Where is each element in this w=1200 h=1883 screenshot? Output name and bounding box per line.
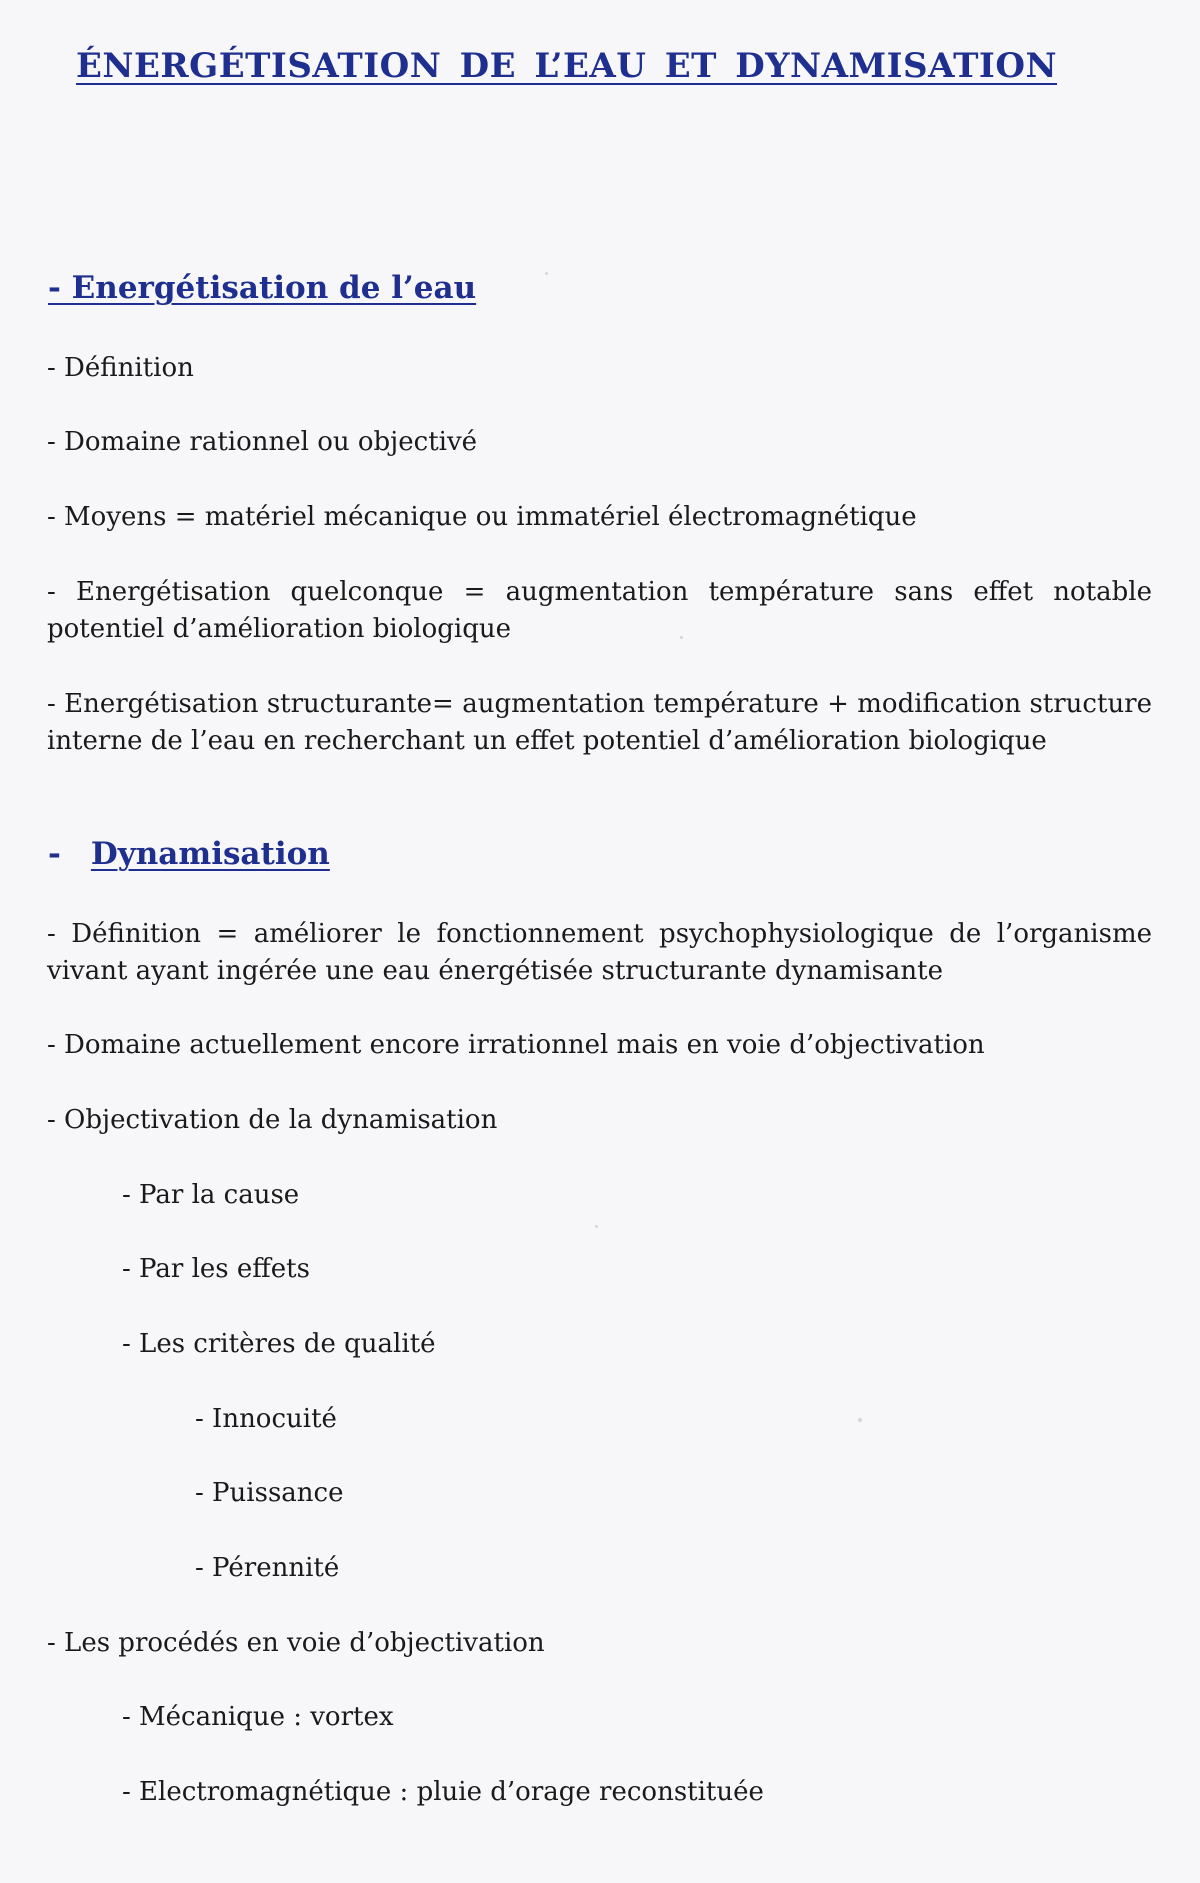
scan-speck xyxy=(545,272,548,275)
section-heading-dash: - xyxy=(48,836,61,872)
list-item-energetisation-structurante: - Energétisation structurante= augmentation température + modification structure interne de l’eau en recherchant un effet potentiel d’amélioration biologique xyxy=(47,689,1152,756)
list-item-criteres-qualite: - Les critères de qualité xyxy=(122,1329,436,1359)
section-heading-dynamisation-text: Dynamisation xyxy=(90,836,330,872)
section-heading-energetisation-text: - Energétisation de l’eau xyxy=(48,270,477,306)
list-item-domaine-rationnel: - Domaine rationnel ou objectivé xyxy=(47,427,478,457)
list-item-mecanique: - Mécanique : vortex xyxy=(122,1702,394,1732)
list-item-procedes: - Les procédés en voie d’objectivation xyxy=(47,1628,545,1658)
list-item-par-les-effets: - Par les effets xyxy=(122,1254,310,1284)
list-item-definition: - Définition xyxy=(47,353,194,383)
scan-speck xyxy=(858,1418,862,1422)
list-item-perennite: - Pérennité xyxy=(195,1553,340,1583)
scan-speck xyxy=(595,1225,598,1228)
list-item-objectivation: - Objectivation de la dynamisation xyxy=(47,1105,498,1135)
list-item-domaine-irrationnel: - Domaine actuellement encore irrationnel mais en voie d’objectivation xyxy=(47,1030,985,1060)
section-heading-energetisation xyxy=(48,270,476,306)
list-item-energetisation-quelconque: - Energétisation quelconque = augmentation température sans effet notable potentiel d’amélioration biologique xyxy=(47,577,1152,644)
document-title: ÉNERGÉTISATION DE L’EAU ET DYNAMISATION xyxy=(76,46,1058,86)
list-item-moyens: - Moyens = matériel mécanique ou immatériel électromagnétique xyxy=(47,502,917,532)
list-item-innocuite: - Innocuité xyxy=(195,1404,337,1434)
scan-speck xyxy=(680,636,683,639)
list-item-definition-dynamisation: - Définition = améliorer le fonctionnement psychophysiologique de l’organisme vivant ayant ingérée une eau énergétisée structurante dynamisante xyxy=(47,919,1152,986)
list-item-electromagnetique: - Electromagnétique : pluie d’orage reconstituée xyxy=(122,1777,764,1807)
section-heading-dynamisation xyxy=(48,836,330,872)
list-item-puissance: - Puissance xyxy=(195,1478,344,1508)
list-item-par-la-cause: - Par la cause xyxy=(122,1180,300,1210)
